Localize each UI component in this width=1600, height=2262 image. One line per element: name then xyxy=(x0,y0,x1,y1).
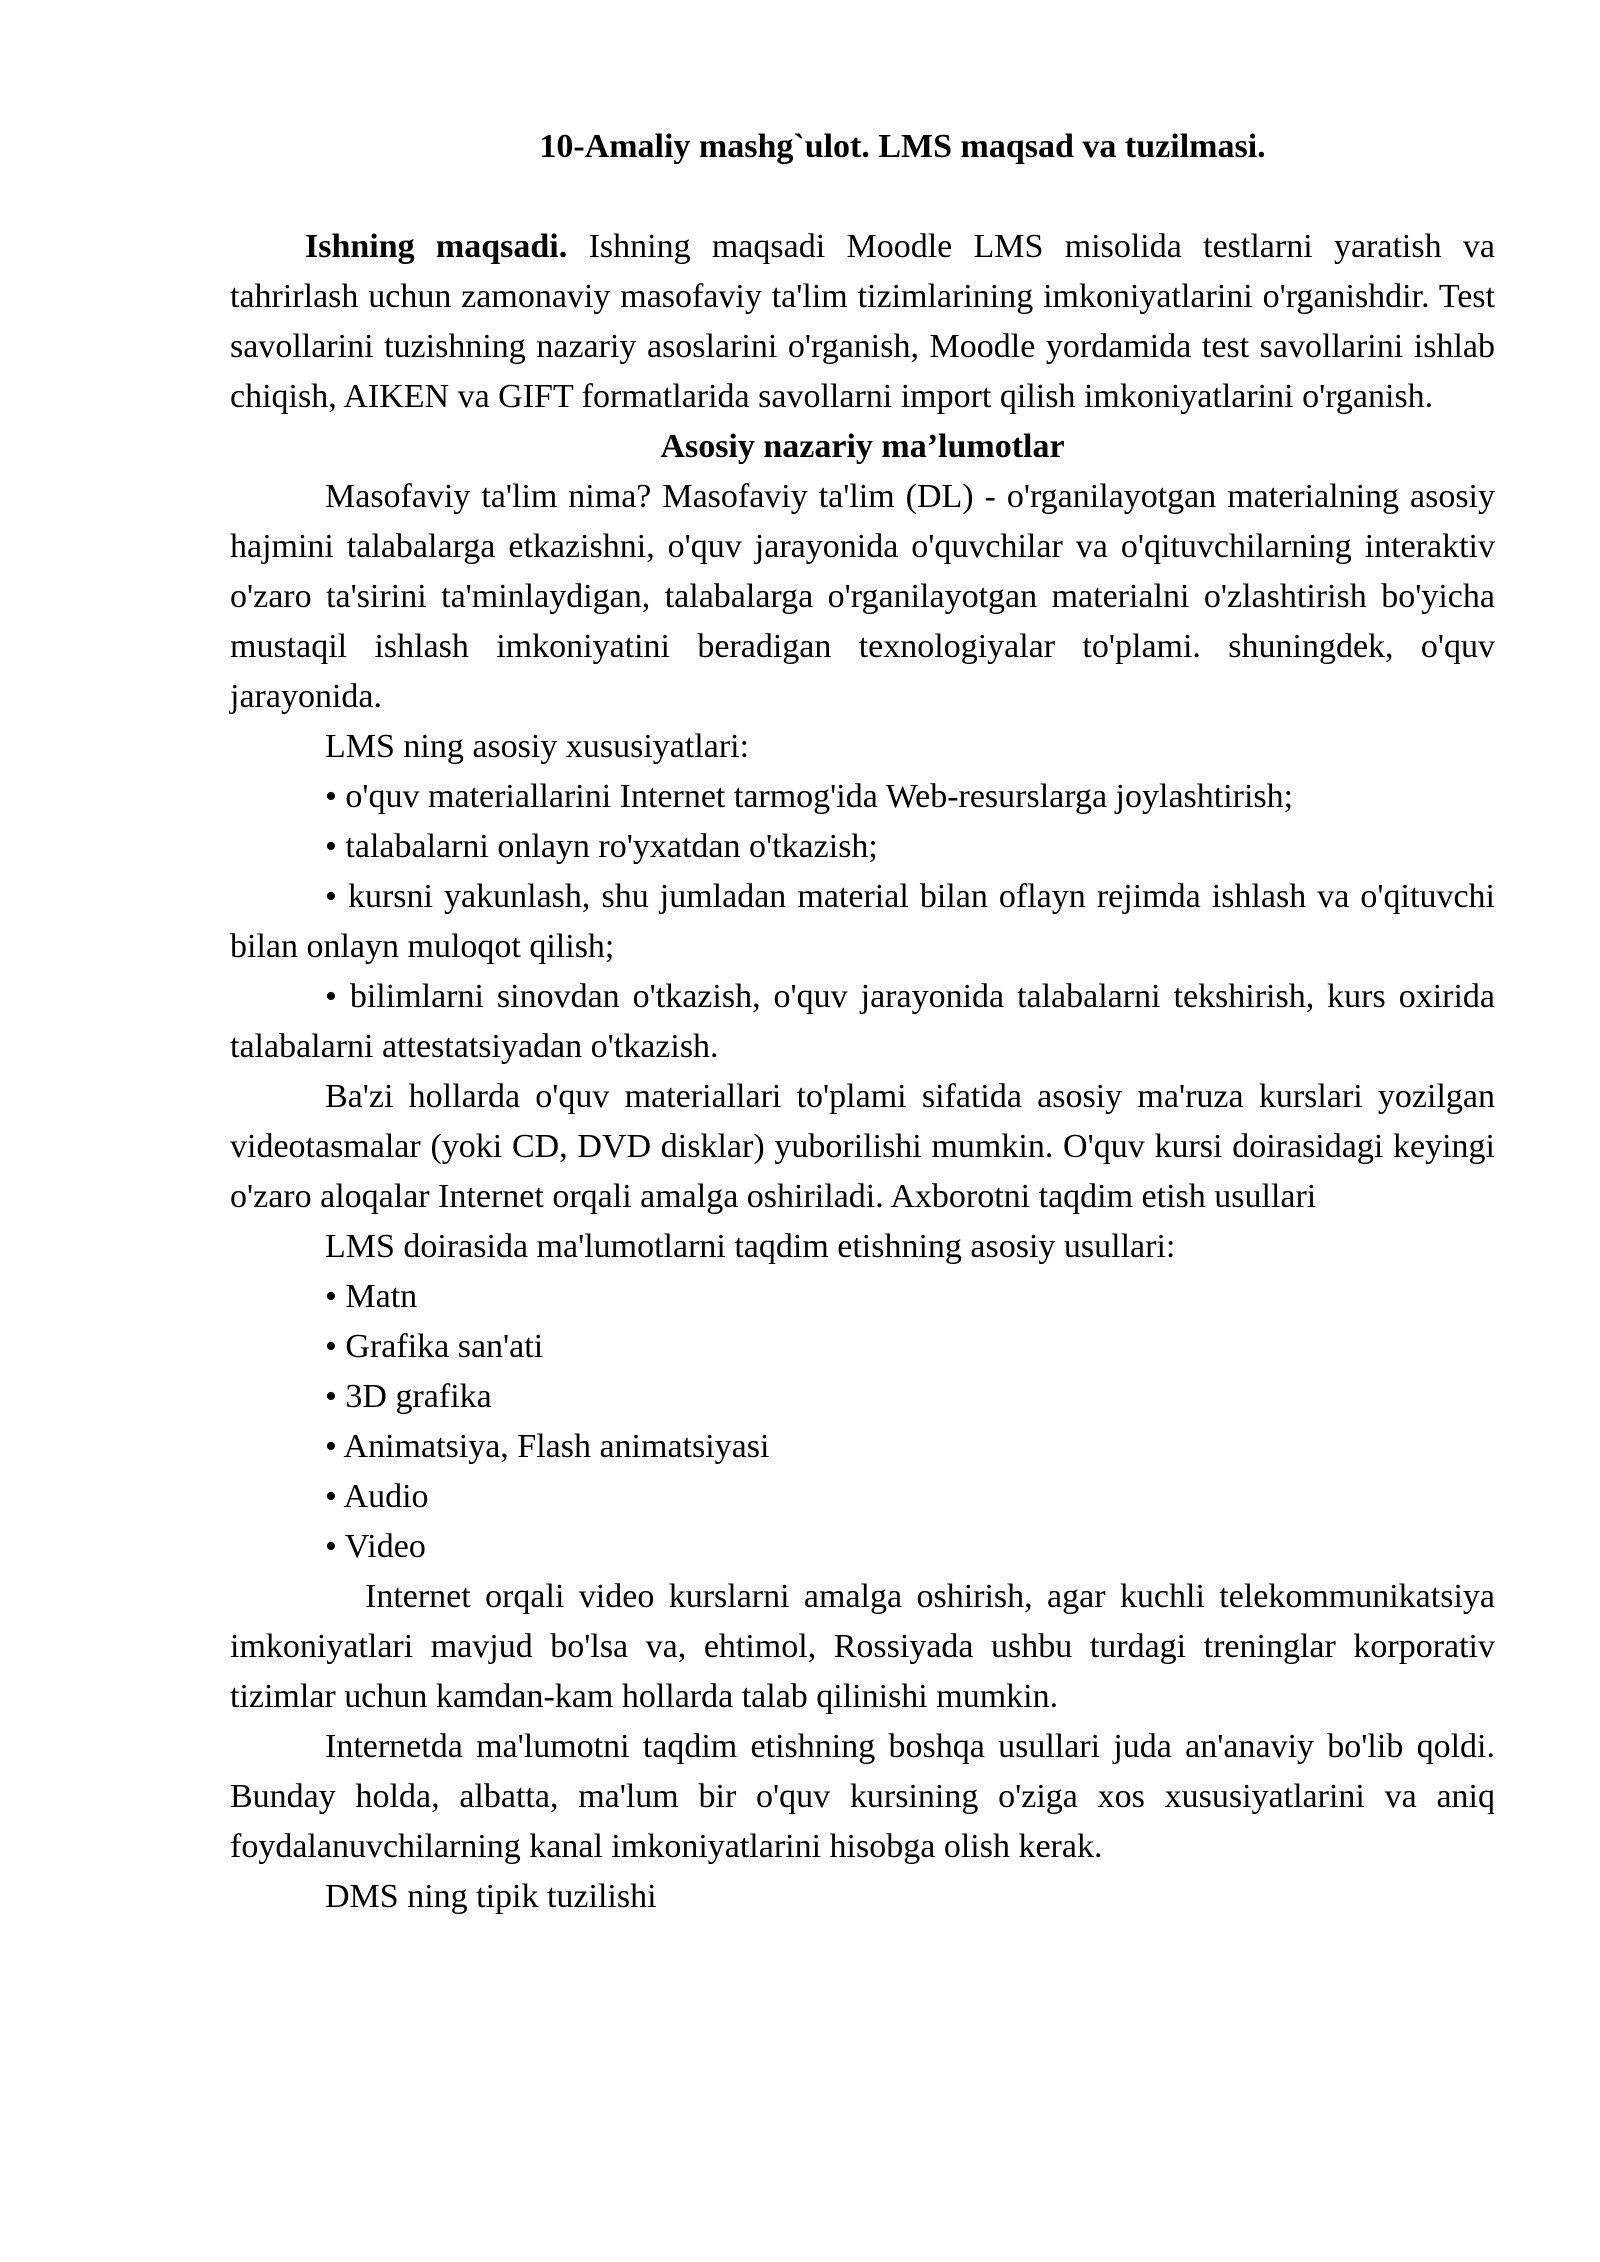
section-heading: Asosiy nazariy ma’lumotlar xyxy=(660,428,1065,465)
methods-item: • Video xyxy=(325,1528,426,1565)
other-methods-paragraph: Internetda ma'lumotni taqdim etishning boshqa usullari juda an'anaviy bo'lib qoldi. Bunday holda, albatta, ma'lum bir o'quv kursining o'ziga xos xususiyatlarini va aniq foydalanuvchilarning kanal imkoniyatlarini hisobga olish kerak. xyxy=(230,1728,1495,1865)
methods-item: • Matn xyxy=(325,1278,418,1315)
purpose-paragraph xyxy=(230,222,1495,422)
dms-heading: DMS ning tipik tuzilishi xyxy=(325,1878,657,1915)
methods-item: • Audio xyxy=(325,1478,429,1515)
purpose-text: Ishning maqsadi Moodle LMS misolida testlarni yaratish va tahrirlash uchun zamonaviy masofaviy ta'lim tizimlarining imkoniyatlarini o'rganishdir. Test savollarini tuzishning nazariy asoslarini o'rganish, Moodle yordamida test savollarini ishlab chiqish, AIKEN va GIFT formatlarida savollarni import qilish imkoniyatlarini o'rganish. xyxy=(230,228,1495,415)
purpose-lead: Ishning maqsadi. xyxy=(305,228,568,265)
document-title: 10-Amaliy mashg`ulot. LMS maqsad va tuzilmasi. xyxy=(539,128,1266,165)
features-heading: LMS ning asosiy xususiyatlari: xyxy=(325,728,750,765)
dl-definition-paragraph: Masofaviy ta'lim nima? Masofaviy ta'lim (DL) - o'rganilayotgan materialning asosiy hajmini talabalarga etkazishni, o'quv jarayonida o'quvchilar va o'qituvchilarning interaktiv o'zaro ta'sirini ta'minlaydigan, talabalarga o'rganilayotgan materialni o'zlashtirish bo'yicha mustaqil ishlash imkoniyatini beradigan texnologiyalar to'plami. shuningdek, o'quv jarayonida. xyxy=(230,478,1495,715)
features-item: • bilimlarni sinovdan o'tkazish, o'quv jarayonida talabalarni tekshirish, kurs oxirida talabalarni attestatsiyadan o'tkazish. xyxy=(230,978,1495,1065)
video-paragraph: Internet orqali video kurslarni amalga oshirish, agar kuchli telekommunikatsiya imkoniyatlari mavjud bo'lsa va, ehtimol, Rossiyada ushbu turdagi treninglar korporativ tizimlar uchun kamdan-kam hollarda talab qilinishi mumkin. xyxy=(230,1578,1495,1715)
methods-item: • 3D grafika xyxy=(325,1378,492,1415)
materials-paragraph: Ba'zi hollarda o'quv materiallari to'plami sifatida asosiy ma'ruza kurslari yozilgan videotasmalar (yoki CD, DVD disklar) yuborilishi mumkin. O'quv kursi doirasidagi keyingi o'zaro aloqalar Internet orqali amalga oshiriladi. Axborotni taqdim etish usullari xyxy=(230,1078,1495,1215)
methods-item: • Animatsiya, Flash animatsiyasi xyxy=(325,1428,770,1465)
methods-heading: LMS doirasida ma'lumotlarni taqdim etishning asosiy usullari: xyxy=(325,1228,1176,1265)
methods-item: • Grafika san'ati xyxy=(325,1328,544,1365)
features-item: • talabalarni onlayn ro'yxatdan o'tkazish; xyxy=(325,828,878,865)
features-item: • o'quv materiallarini Internet tarmog'ida Web-resurslarga joylashtirish; xyxy=(325,778,1294,815)
features-item: • kursni yakunlash, shu jumladan material bilan oflayn rejimda ishlash va o'qituvchi bilan onlayn muloqot qilish; xyxy=(230,878,1495,965)
